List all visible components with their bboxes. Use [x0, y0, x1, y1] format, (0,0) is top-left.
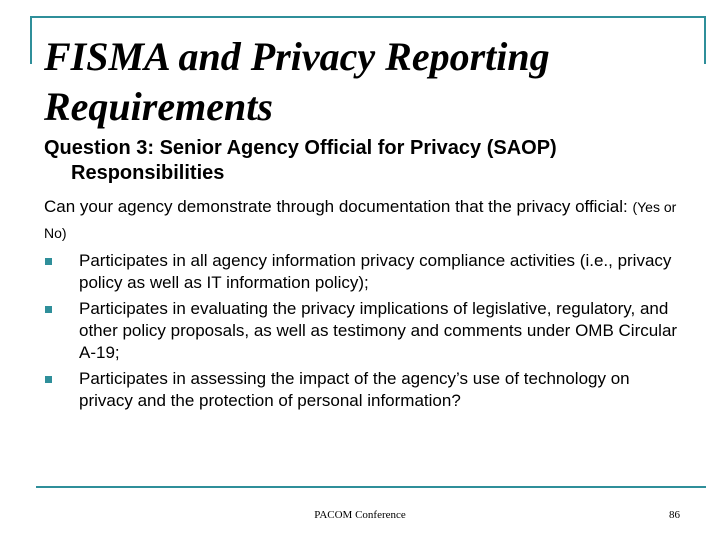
slide-title: FISMA and Privacy Reporting Requirements — [44, 34, 550, 129]
bullet-text: Participates in assessing the impact of the agency’s use of technology on privacy and the protection of personal information? — [79, 369, 630, 410]
bullet-item — [44, 250, 684, 294]
square-bullet-icon — [45, 306, 52, 313]
frame-top-line — [30, 16, 706, 18]
bullet-item — [44, 298, 684, 364]
bullet-text: Participates in all agency information privacy compliance activities (i.e., privacy policy as well as IT information policy); — [79, 251, 672, 292]
footer-conference: PACOM Conference — [314, 509, 406, 521]
bullet-item — [44, 368, 684, 412]
page-number: 86 — [669, 509, 680, 521]
intro-note: (Yes or No) — [44, 199, 677, 241]
footer-divider — [36, 486, 706, 488]
bullet-list — [44, 250, 684, 416]
question-heading-line2: Responsibilities — [71, 162, 225, 184]
frame-left-line — [30, 16, 32, 64]
frame-right-line — [704, 16, 706, 64]
bullet-text: Participates in evaluating the privacy implications of legislative, regulatory, and other policy proposals, as well as testimony and comments under OMB Circular A-19; — [79, 299, 678, 362]
square-bullet-icon — [45, 376, 52, 383]
square-bullet-icon — [45, 258, 52, 265]
question-heading — [44, 136, 684, 186]
intro-paragraph — [44, 194, 684, 246]
question-heading-line1: Question 3: Senior Agency Official for Privacy (SAOP) — [44, 137, 557, 159]
intro-text: Can your agency demonstrate through documentation that the privacy official: — [44, 197, 628, 216]
